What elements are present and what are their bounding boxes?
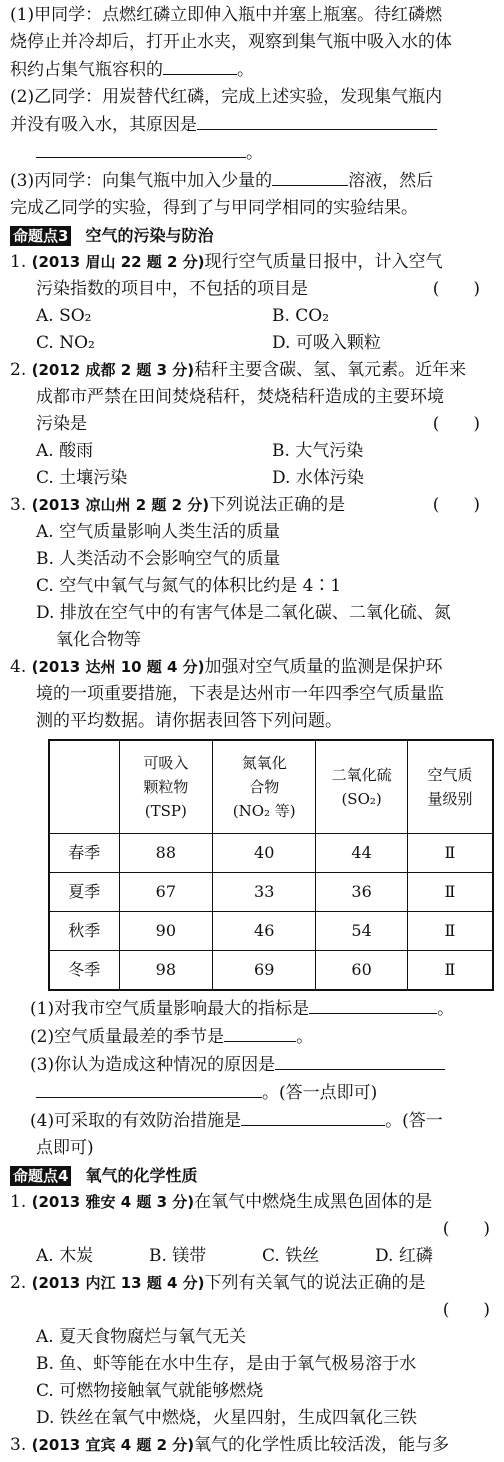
question-stem (10, 1432, 494, 1459)
question-text: 污染是 (36, 414, 87, 434)
option[interactable]: D. 铁丝在氧气中燃烧，火星四射，生成四氧化三铁 (36, 1408, 417, 1428)
table-cell: 36 (316, 873, 408, 912)
answer-parentheses[interactable]: ( ) (432, 495, 480, 515)
table-row (49, 873, 493, 912)
table-header-cell: 空气质 量级别 (407, 740, 493, 834)
option[interactable]: A. 木炭 (36, 1246, 94, 1266)
answer-blank[interactable] (224, 1023, 296, 1042)
question-text: 境的一项重要措施，下表是达州市一年四季空气质量监 (36, 684, 444, 704)
table-header-row (49, 740, 493, 834)
question-stem (10, 654, 494, 681)
text-line (10, 167, 494, 195)
answer-blank[interactable] (163, 56, 237, 75)
sub-question-text: (3)你认为造成这种情况的原因是 (30, 1055, 276, 1075)
question-stem (10, 357, 494, 384)
option[interactable]: B. 鱼、虾等能在水中生存，是由于氧气极易溶于水 (36, 1354, 417, 1374)
table-cell: Ⅱ (407, 834, 493, 873)
option[interactable]: A. 夏天食物腐烂与氧气无关 (36, 1327, 247, 1347)
sub-question-text: 点即可) (36, 1138, 94, 1158)
table-header-cell: 氮氧化 合物 (NO₂ 等) (213, 740, 316, 834)
question-stem (10, 492, 494, 519)
paragraph-text: (3)丙同学：向集气瓶中加入少量的 (10, 171, 273, 191)
option[interactable]: D. 红磷 (375, 1246, 433, 1266)
table-cell: 88 (119, 834, 213, 873)
paragraph-text: 并没有吸入水，其原因是 (10, 115, 197, 135)
air-quality-table (48, 739, 494, 991)
section-heading (10, 222, 494, 249)
table-cell: Ⅱ (407, 873, 493, 912)
table-cell: 67 (119, 873, 213, 912)
table-cell: Ⅱ (407, 951, 493, 991)
question-number: 2. (10, 1273, 27, 1293)
punctuation: 。 (237, 60, 254, 80)
table-row (49, 834, 493, 873)
paragraph-text: 完成乙同学的实验，得到了与甲同学相同的实验结果。 (10, 198, 418, 218)
answer-parentheses[interactable]: ( ) (442, 1219, 490, 1239)
answer-parentheses[interactable]: ( ) (432, 279, 480, 299)
section-tag: 命题点3 (10, 226, 71, 246)
question-text: 加强对空气质量的监测是保护环 (204, 657, 443, 677)
option[interactable]: D. 可吸入颗粒 (272, 333, 381, 353)
question-source: (2013 达州 10 题 4 分) (31, 658, 205, 676)
answer-blank[interactable] (241, 1107, 385, 1126)
question-stem (10, 276, 494, 303)
punctuation: 。 (437, 999, 455, 1019)
table-cell: 秋季 (49, 912, 119, 951)
text-line (10, 29, 494, 56)
table-row (49, 912, 493, 951)
text-line (10, 195, 494, 222)
punctuation: 。 (246, 143, 263, 163)
question-number: 2. (10, 360, 27, 380)
question-stem (10, 1189, 494, 1216)
option[interactable]: B. 镁带 (149, 1246, 207, 1266)
answer-blank[interactable] (197, 111, 437, 130)
question-text: 下列说法正确的是 (209, 495, 346, 515)
question (10, 357, 494, 492)
question (10, 654, 494, 1162)
answer-blank[interactable] (36, 1079, 262, 1098)
question-source: (2013 凉山州 2 题 2 分) (31, 496, 210, 514)
answer-blank[interactable] (36, 139, 246, 158)
question-number: 4. (10, 657, 27, 677)
section-heading (10, 1162, 494, 1189)
option-row (10, 1243, 494, 1270)
table-cell: 夏季 (49, 873, 119, 912)
answer-parentheses[interactable]: ( ) (432, 414, 480, 434)
question-text: 成都市严禁在田间焚烧秸秆，焚烧秸秆造成的主要环境 (36, 387, 444, 407)
paragraph-text: (2)乙同学：用炭替代红磷，完成上述实验，发现集气瓶内 (10, 87, 443, 107)
option-row (10, 303, 494, 330)
table-cell: 44 (316, 834, 408, 873)
table-cell: 54 (316, 912, 408, 951)
answer-blank[interactable] (309, 995, 437, 1014)
table-cell: 46 (213, 912, 316, 951)
question-source: (2012 成都 2 题 3 分) (31, 361, 195, 379)
option[interactable]: B. 人类活动不会影响空气的质量 (36, 549, 281, 569)
question-text: 测的平均数据。请你据表回答下列问题。 (36, 711, 342, 731)
question-stem (10, 411, 494, 438)
question (10, 492, 494, 654)
option[interactable]: C. 可燃物接触氧气就能够燃烧 (36, 1381, 264, 1401)
question-source: (2013 宜宾 4 题 2 分) (31, 1436, 195, 1454)
question-number: 1. (10, 252, 27, 272)
text-line (10, 139, 494, 167)
text-line (10, 84, 494, 111)
option[interactable]: A. SO₂ (36, 306, 92, 326)
option[interactable]: C. 空气中氧气与氮气的体积比约是 4∶1 (36, 576, 342, 596)
data-table-wrapper (10, 735, 494, 995)
sub-question-text: 。(答一 (385, 1111, 443, 1131)
option-row (10, 330, 494, 357)
sub-question (10, 995, 494, 1023)
question (10, 249, 494, 357)
answer-row (10, 1297, 494, 1324)
table-cell: 33 (213, 873, 316, 912)
paragraph-text: 积约占集气瓶容积的 (10, 60, 163, 80)
table-cell: 40 (213, 834, 316, 873)
option[interactable]: D. 水体污染 (272, 468, 364, 488)
question-text: 氧气的化学性质比较活泼，能与多 (194, 1435, 450, 1455)
paragraph-text: 溶液，然后 (348, 171, 434, 191)
option[interactable]: C. NO₂ (36, 333, 95, 353)
question-text: 下列有关氧气的说法正确的是 (204, 1273, 426, 1293)
sub-question (10, 1023, 494, 1051)
sub-question (10, 1107, 494, 1135)
option[interactable]: B. CO₂ (272, 306, 330, 326)
sub-question-text: 。(答一点即可) (262, 1083, 378, 1103)
answer-row (10, 1216, 494, 1243)
question-number: 3. (10, 1435, 27, 1455)
question-source: (2013 雅安 4 题 3 分) (31, 1193, 195, 1211)
question-text: 在氧气中燃烧生成黑色固体的是 (194, 1192, 433, 1212)
question-number: 1. (10, 1192, 27, 1212)
question-text: 现行空气质量日报中，计入空气 (204, 252, 443, 272)
option[interactable]: C. 土壤污染 (36, 468, 128, 488)
question-text: 秸秆主要含碳、氢、氧元素。近年来 (194, 360, 467, 380)
option-row (10, 465, 494, 492)
question (10, 1189, 494, 1270)
table-cell: 90 (119, 912, 213, 951)
option-continuation: 氧化合物等 (56, 630, 141, 650)
table-row (49, 951, 493, 991)
question-stem (10, 249, 494, 276)
question-source: (2013 内江 13 题 4 分) (31, 1274, 205, 1292)
table-cell: 冬季 (49, 951, 119, 991)
sub-question (10, 1079, 494, 1107)
sub-question-text: (4)可采取的有效防治措施是 (30, 1111, 242, 1131)
table-header-cell: 可吸入 颗粒物 (TSP) (119, 740, 213, 834)
paragraph-text: 烧停止并冷却后，打开止水夹，观察到集气瓶中吸入水的体 (10, 32, 452, 52)
option-row (10, 438, 494, 465)
question-number: 3. (10, 495, 27, 515)
sub-question-text: (2)空气质量最差的季节是 (30, 1027, 225, 1047)
punctuation: 。 (296, 1027, 314, 1047)
section-title: 空气的污染与防治 (85, 226, 214, 245)
option[interactable]: B. 大气污染 (272, 441, 364, 461)
question-source: (2013 眉山 22 题 2 分) (31, 253, 205, 271)
table-cell: Ⅱ (407, 912, 493, 951)
table-header-cell (49, 740, 119, 834)
table-cell: 69 (213, 951, 316, 991)
answer-parentheses[interactable]: ( ) (442, 1300, 490, 1320)
text-line (10, 56, 494, 84)
section-title: 氧气的化学性质 (85, 1166, 198, 1185)
question-text: 污染指数的项目中，不包括的项目是 (36, 279, 308, 299)
option[interactable]: A. 酸雨 (36, 441, 94, 461)
text-line (10, 2, 494, 29)
table-header-cell: 二氧化硫 (SO₂) (316, 740, 408, 834)
question (10, 1432, 494, 1459)
option[interactable]: C. 铁丝 (262, 1246, 320, 1266)
text-line (10, 111, 494, 139)
option[interactable]: A. 空气质量影响人类生活的质量 (36, 522, 281, 542)
option[interactable]: D. 排放在空气中的有害气体是二氧化碳、二氧化硫、氮 (36, 603, 451, 623)
table-cell: 60 (316, 951, 408, 991)
answer-blank[interactable] (275, 1051, 445, 1070)
question-stem (10, 384, 494, 411)
sub-question (10, 1051, 494, 1079)
question-stem (10, 1270, 494, 1297)
paragraph-text: (1)甲同学：点燃红磷立即伸入瓶中并塞上瓶塞。待红磷燃 (10, 5, 443, 25)
table-cell: 春季 (49, 834, 119, 873)
sub-question-text: (1)对我市空气质量影响最大的指标是 (30, 999, 310, 1019)
answer-blank[interactable] (272, 167, 348, 186)
question (10, 1270, 494, 1432)
table-cell: 98 (119, 951, 213, 991)
section-tag: 命题点4 (10, 1166, 71, 1186)
